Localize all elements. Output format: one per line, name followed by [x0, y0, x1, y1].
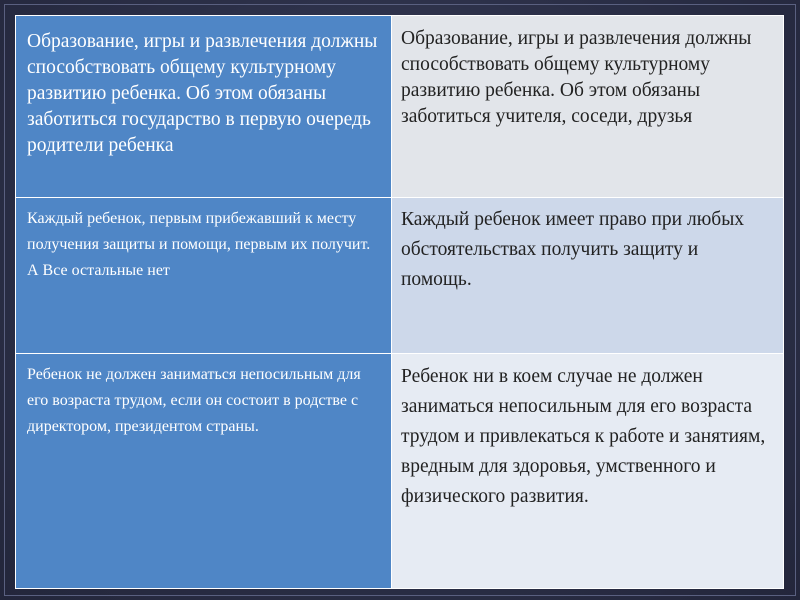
right-cell: Образование, игры и развлечения должны способствовать общему культурному развитию ребенка. Об этом обязаны заботиться учителя, соседи, друзья [392, 16, 784, 198]
table-row [16, 354, 784, 589]
table-row [16, 198, 784, 354]
comparison-table [15, 15, 784, 589]
right-cell: Каждый ребенок имеет право при любых обстоятельствах получить защиту и помощь. [392, 198, 784, 354]
left-cell: Каждый ребенок, первым прибежавший к месту получения защиты и помощи, первым их получит. А Все остальные нет [16, 198, 392, 354]
left-cell: Ребенок не должен заниматься непосильным для его возраста трудом, если он состоит в родстве с директором, президентом страны. [16, 354, 392, 589]
right-cell: Ребенок ни в коем случае не должен заниматься непосильным для его возраста трудом и привлекаться к работе и занятиям, вредным для здоровья, умственного и физического развития. [392, 354, 784, 589]
left-cell: Образование, игры и развлечения должны способствовать общему культурному развитию ребенка. Об этом обязаны заботиться государство в первую очередь родители ребенка [16, 16, 392, 198]
table-row [16, 16, 784, 198]
